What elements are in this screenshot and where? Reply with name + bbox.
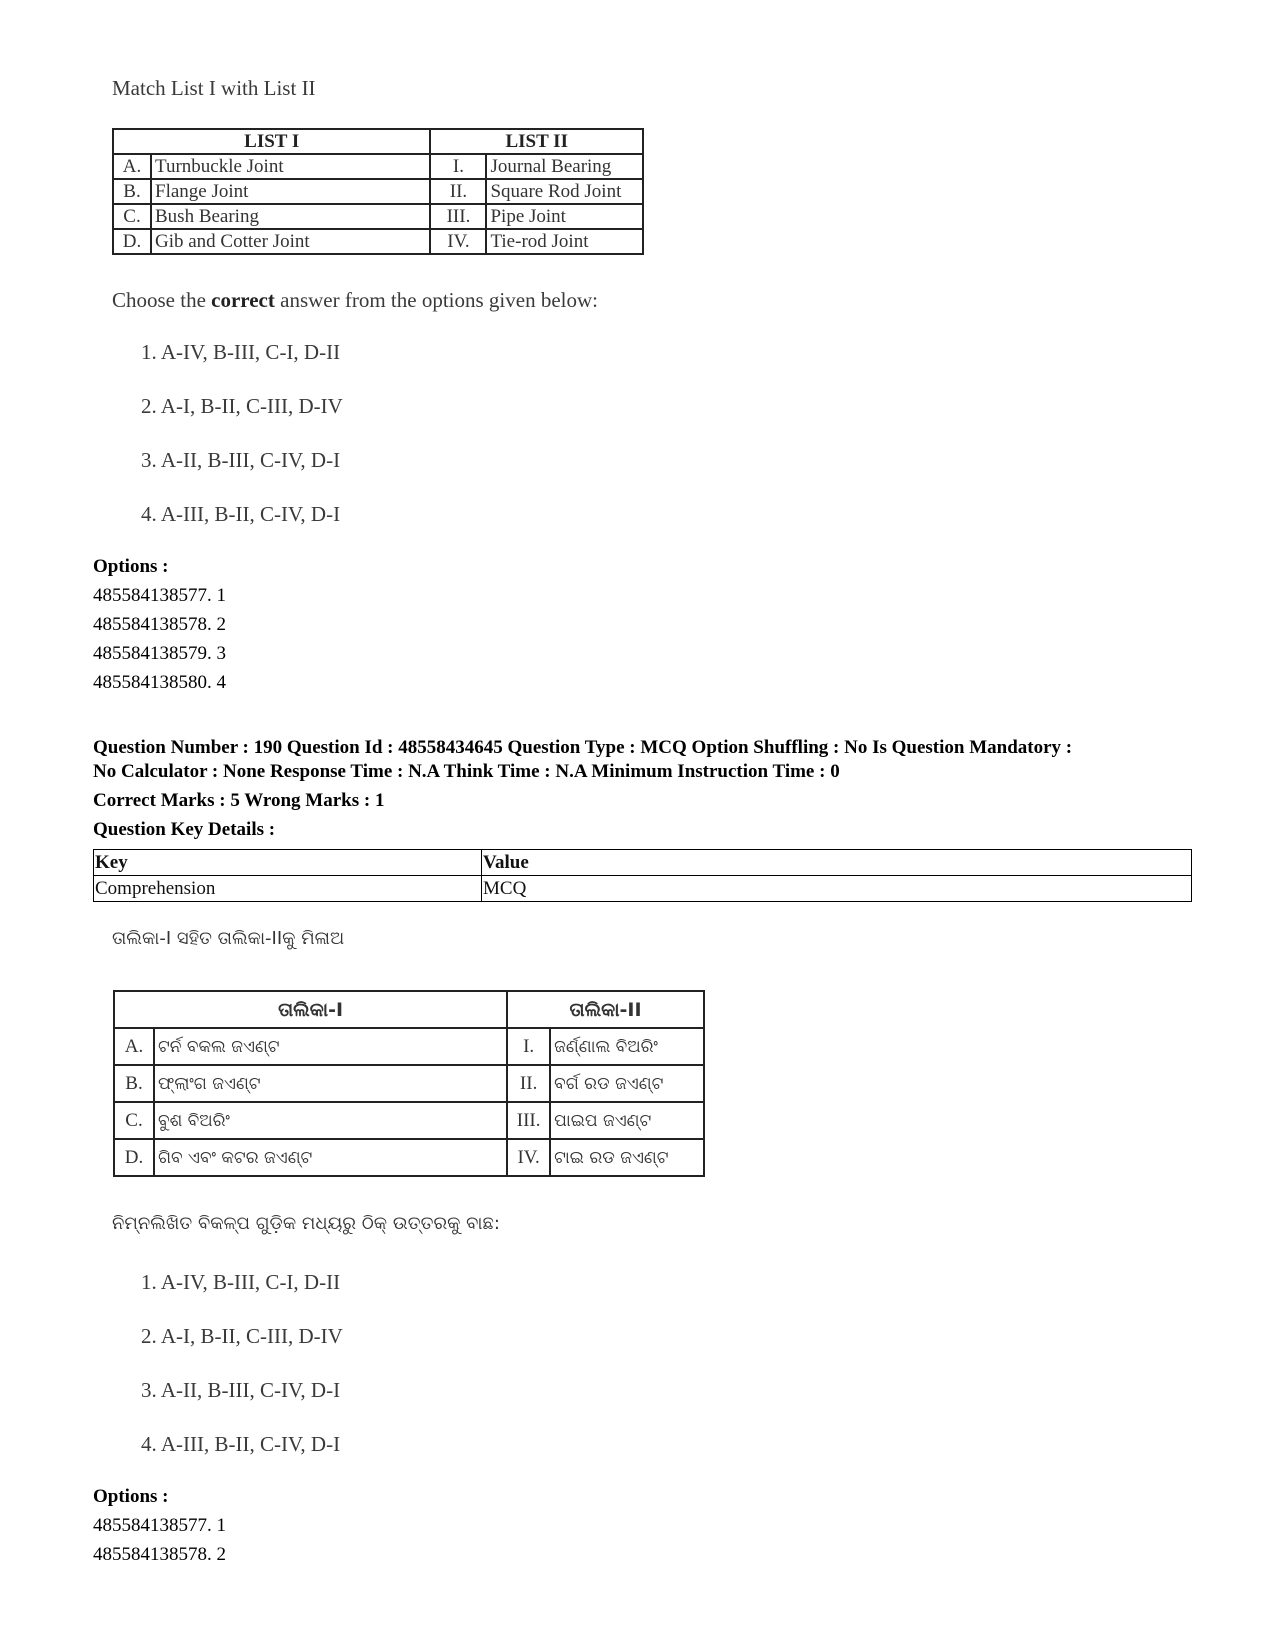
row-text: ପାଇପ ଜଏଣ୍ଟ <box>550 1102 704 1139</box>
row-label: A. <box>113 154 151 179</box>
choose-post: answer from the options given below: <box>274 288 598 312</box>
row-label: I. <box>430 154 486 179</box>
q1-option-2: 485584138578. 2 <box>93 614 226 635</box>
q1-option-1: 485584138577. 1 <box>93 585 226 606</box>
row-text: Journal Bearing <box>486 154 643 179</box>
table-row <box>114 1139 704 1176</box>
table-row <box>113 179 643 204</box>
key-details-table <box>93 849 1192 902</box>
q2-meta-line2: No Calculator : None Response Time : N.A Think Time : N.A Minimum Instruction Time : 0 <box>93 761 840 782</box>
row-text: Turnbuckle Joint <box>151 154 430 179</box>
row-text: ଜର୍ଣ୍ଣାଲ ବିଅରିଂ <box>550 1028 704 1065</box>
row-label: B. <box>113 179 151 204</box>
row-text: ବୁଶ ବିଅରିଂ <box>154 1102 507 1139</box>
row-text: ବର୍ଗ ରଡ ଜଏଣ୍ଟ <box>550 1065 704 1102</box>
row-label: IV. <box>507 1139 550 1176</box>
row-text: ଟର୍ନ ବକଲ ଜଏଣ୍ଟ <box>154 1028 507 1065</box>
q1-choice-1: 1. A-IV, B-III, C-I, D-II <box>141 340 341 364</box>
row-label: C. <box>113 204 151 229</box>
table-row <box>94 876 1192 902</box>
row-label: A. <box>114 1028 154 1065</box>
row-text: ଟାଇ ରଡ ଜଏଣ୍ଟ <box>550 1139 704 1176</box>
table-row <box>113 229 643 254</box>
q2-option-1: 485584138577. 1 <box>93 1515 226 1536</box>
q2-meta-line1: Question Number : 190 Question Id : 48558434645 Question Type : MCQ Option Shuffling : No Is Question Mandatory : <box>93 737 1073 758</box>
q2-choice-1: 1. A-IV, B-III, C-I, D-II <box>141 1270 341 1294</box>
row-label: I. <box>507 1028 550 1065</box>
table-row <box>94 850 1192 876</box>
row-text: Tie-rod Joint <box>486 229 643 254</box>
q2-option-2: 485584138578. 2 <box>93 1544 226 1565</box>
q2-key-details-label: Question Key Details : <box>93 819 276 840</box>
list1-header: LIST I <box>113 129 430 154</box>
q2-options-label: Options : <box>93 1486 169 1507</box>
row-label: II. <box>507 1065 550 1102</box>
table-row <box>113 154 643 179</box>
q1-option-3: 485584138579. 3 <box>93 643 226 664</box>
row-label: III. <box>507 1102 550 1139</box>
q2-choose-text: ନିମ୍ନଲିଖିତ ବିକଳ୍ପ ଗୁଡ଼ିକ ମଧ୍ୟରୁ ଠିକ୍ ଉତ୍ତରକୁ ବାଛ: <box>112 1213 500 1234</box>
row-label: II. <box>430 179 486 204</box>
q1-option-4: 485584138580. 4 <box>93 672 226 693</box>
row-text: Pipe Joint <box>486 204 643 229</box>
row-label: C. <box>114 1102 154 1139</box>
q1-choice-3: 3. A-II, B-III, C-IV, D-I <box>141 448 341 472</box>
q1-instruction: Match List I with List II <box>112 76 316 100</box>
list2-header: ତାଲିକା-II <box>507 991 704 1028</box>
row-text: Square Rod Joint <box>486 179 643 204</box>
q2-choice-4: 4. A-III, B-II, C-IV, D-I <box>141 1432 341 1456</box>
row-label: B. <box>114 1065 154 1102</box>
row-text: ଫ୍ଲାଂଗ ଜଏଣ୍ଟ <box>154 1065 507 1102</box>
row-text: ଗିବ ଏବଂ କଟର ଜଏଣ୍ଟ <box>154 1139 507 1176</box>
row-label: D. <box>114 1139 154 1176</box>
choose-pre: Choose the <box>112 288 212 312</box>
row-text: Flange Joint <box>151 179 430 204</box>
list1-header: ତାଲିକା-I <box>114 991 507 1028</box>
table-row <box>113 204 643 229</box>
row-label: D. <box>113 229 151 254</box>
q2-marks: Correct Marks : 5 Wrong Marks : 1 <box>93 790 385 811</box>
q2-instruction: ତାଲିକା-I ସହିତ ତାଲିକା-IIକୁ ମିଳାଅ <box>112 928 345 949</box>
q1-choose-text <box>112 288 598 313</box>
q2-choice-3: 3. A-II, B-III, C-IV, D-I <box>141 1378 341 1402</box>
key-header: Key <box>94 850 482 876</box>
q1-match-table <box>112 128 644 255</box>
q1-options-label: Options : <box>93 556 169 577</box>
row-label: IV. <box>430 229 486 254</box>
key-cell: Comprehension <box>94 876 482 902</box>
q2-choice-2: 2. A-I, B-II, C-III, D-IV <box>141 1324 343 1348</box>
row-text: Bush Bearing <box>151 204 430 229</box>
table-row <box>114 1065 704 1102</box>
row-text: Gib and Cotter Joint <box>151 229 430 254</box>
table-row <box>114 1028 704 1065</box>
q1-choice-2: 2. A-I, B-II, C-III, D-IV <box>141 394 343 418</box>
choose-bold: correct <box>211 288 275 312</box>
value-header: Value <box>482 850 1192 876</box>
table-row <box>114 1102 704 1139</box>
list2-header: LIST II <box>430 129 643 154</box>
value-cell: MCQ <box>482 876 1192 902</box>
q1-choice-4: 4. A-III, B-II, C-IV, D-I <box>141 502 341 526</box>
row-label: III. <box>430 204 486 229</box>
q2-match-table <box>113 990 705 1177</box>
